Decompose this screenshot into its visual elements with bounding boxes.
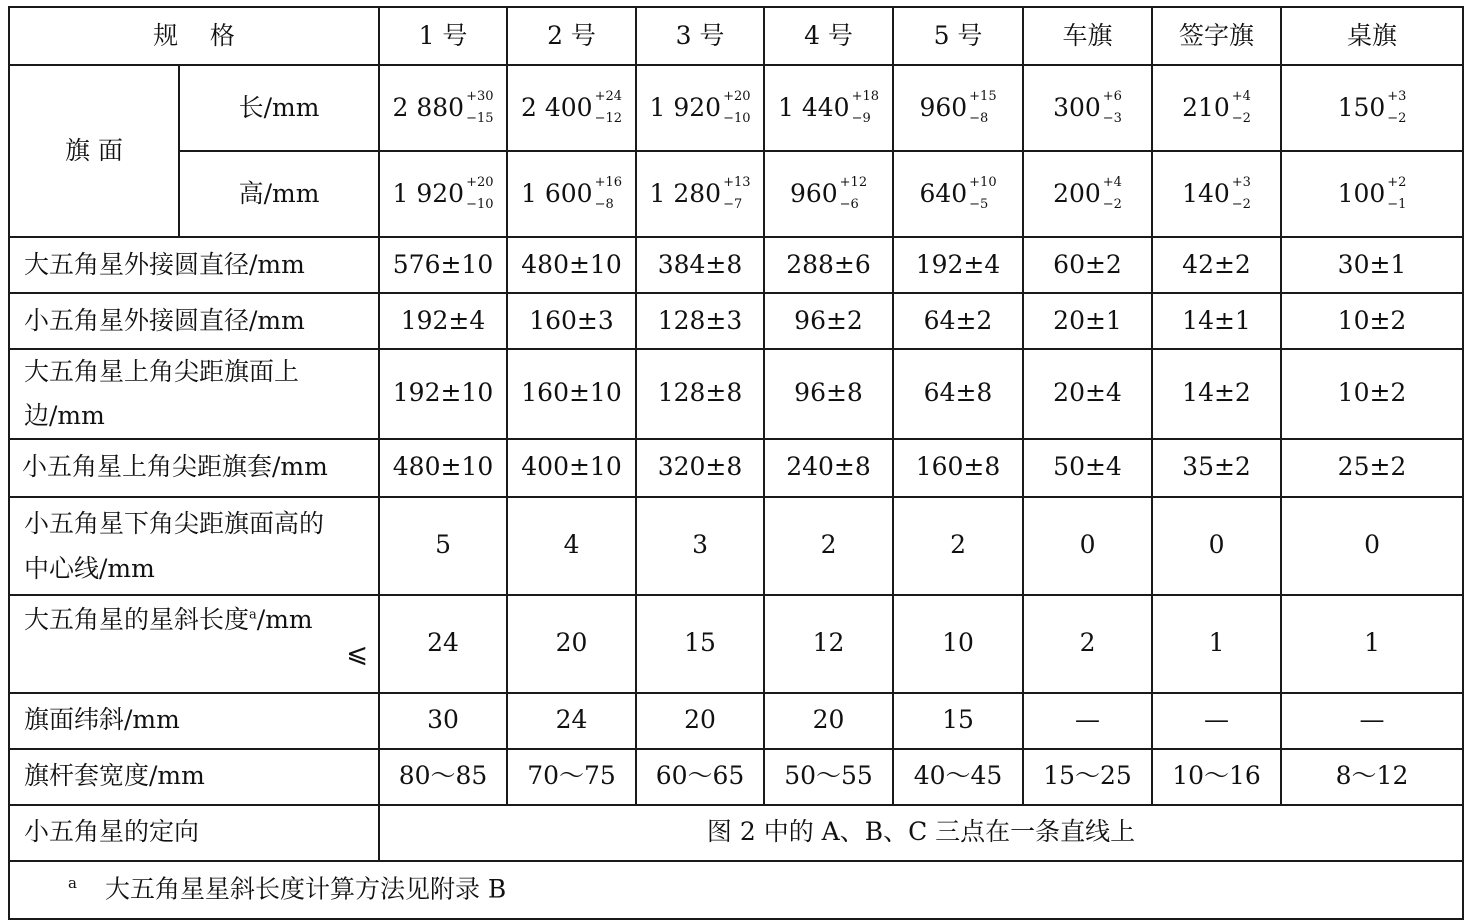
value-cell: 60～65 [636, 749, 764, 805]
tolerance-value [789, 175, 868, 212]
value-cell: 14±1 [1152, 293, 1281, 349]
row-label: 旗面纬斜/mm [9, 693, 379, 749]
tolerance-value [1182, 89, 1251, 126]
nominal-value: 1 920 [392, 178, 465, 208]
tolerance-stack [466, 89, 494, 126]
value-cell: 10～16 [1152, 749, 1281, 805]
tolerance-value [778, 89, 880, 126]
tolerance-stack [1102, 175, 1122, 212]
nominal-value: 960 [789, 178, 838, 208]
value-cell: 24 [507, 693, 636, 749]
upper-tolerance: +20 [723, 89, 751, 105]
value-cell: 160±8 [893, 439, 1023, 497]
header-spec [9, 7, 379, 65]
value-cell: 80～85 [379, 749, 507, 805]
upper-tolerance: +16 [594, 175, 623, 191]
tolerance-value [649, 89, 751, 126]
upper-tolerance: +30 [466, 89, 494, 105]
row-small-star-lower-distance [9, 497, 1463, 595]
row-label-main: 大五角星的星斜长度 [24, 604, 250, 634]
lower-tolerance: −12 [594, 111, 623, 126]
value-cell: 20±4 [1023, 349, 1152, 439]
value-cell: — [1281, 693, 1463, 749]
value-cell: 576±10 [379, 237, 507, 293]
value-cell: 35±2 [1152, 439, 1281, 497]
value-cell: 480±10 [379, 439, 507, 497]
value-cell: 288±6 [764, 237, 893, 293]
tolerance-value [1053, 175, 1122, 212]
tolerance-stack [466, 175, 494, 212]
lower-tolerance: −8 [594, 197, 614, 212]
value-cell: 15 [636, 595, 764, 693]
value-cell: 2 [893, 497, 1023, 595]
value-cell: 96±8 [764, 349, 893, 439]
row-small-star-sleeve-distance [9, 439, 1463, 497]
value-cell: 64±8 [893, 349, 1023, 439]
tolerance-stack [723, 89, 751, 126]
nominal-value: 960 [919, 92, 968, 122]
value-cell: 42±2 [1152, 237, 1281, 293]
row-label: 小五角星上角尖距旗套/mm [9, 439, 379, 497]
less-equal-symbol: ⩽ [346, 639, 369, 670]
height-cell [1023, 151, 1152, 237]
nominal-value: 1 280 [649, 178, 722, 208]
height-label: 高/mm [179, 151, 379, 237]
value-cell: 20±1 [1023, 293, 1152, 349]
upper-tolerance: +4 [1102, 175, 1122, 191]
height-cell [764, 151, 893, 237]
tolerance-stack [1102, 89, 1122, 126]
tolerance-stack [1387, 89, 1407, 126]
value-cell: 4 [507, 497, 636, 595]
row-label: 旗杆套宽度/mm [9, 749, 379, 805]
row-flag-length [9, 65, 1463, 151]
value-cell: 15～25 [1023, 749, 1152, 805]
value-cell: 20 [507, 595, 636, 693]
header-col-4: 4 号 [764, 7, 893, 65]
value-cell: 0 [1152, 497, 1281, 595]
value-cell: 14±2 [1152, 349, 1281, 439]
height-cell [1152, 151, 1281, 237]
length-cell [1023, 65, 1152, 151]
upper-tolerance: +24 [594, 89, 623, 105]
lower-tolerance: −1 [1387, 197, 1407, 212]
row-label [9, 349, 379, 439]
value-cell: 50～55 [764, 749, 893, 805]
value-cell: 70～75 [507, 749, 636, 805]
row-label: 大五角星外接圆直径/mm [9, 237, 379, 293]
row-label: 小五角星的定向 [9, 805, 379, 861]
upper-tolerance: +4 [1231, 89, 1251, 105]
upper-tolerance: +15 [969, 89, 997, 105]
tolerance-value [1337, 175, 1407, 212]
length-cell [1281, 65, 1463, 151]
height-cell [893, 151, 1023, 237]
tolerance-stack [594, 175, 623, 212]
lower-tolerance: −6 [839, 197, 859, 212]
upper-tolerance: +18 [851, 89, 880, 105]
value-cell: 60±2 [1023, 237, 1152, 293]
header-col-5: 5 号 [893, 7, 1023, 65]
value-cell: 384±8 [636, 237, 764, 293]
tolerance-stack [1387, 175, 1407, 212]
footnote-cell [9, 861, 1463, 919]
row-small-star-orientation [9, 805, 1463, 861]
lower-tolerance: −2 [1231, 197, 1251, 212]
value-cell: 12 [764, 595, 893, 693]
footnote-row [9, 861, 1463, 919]
header-col-sign: 签字旗 [1152, 7, 1281, 65]
value-cell: 1 [1152, 595, 1281, 693]
value-cell: 30 [379, 693, 507, 749]
upper-tolerance: +3 [1387, 89, 1407, 105]
height-cell [379, 151, 507, 237]
header-col-3: 3 号 [636, 7, 764, 65]
value-cell: 10±2 [1281, 349, 1463, 439]
value-cell: 400±10 [507, 439, 636, 497]
row-label-line-2: 中心线/mm [24, 553, 155, 583]
value-cell: 320±8 [636, 439, 764, 497]
row-pole-sleeve-width [9, 749, 1463, 805]
upper-tolerance: +3 [1231, 175, 1251, 191]
value-cell: 160±10 [507, 349, 636, 439]
lower-tolerance: −8 [969, 111, 989, 126]
tolerance-stack [1231, 89, 1251, 126]
value-cell: 192±10 [379, 349, 507, 439]
nominal-value: 2 400 [521, 92, 593, 122]
lower-tolerance: −9 [851, 111, 871, 126]
lower-tolerance: −2 [1387, 111, 1407, 126]
lower-tolerance: −5 [969, 197, 989, 212]
footnote-ref: a [249, 607, 257, 623]
value-cell: 15 [893, 693, 1023, 749]
length-cell [507, 65, 636, 151]
lower-tolerance: −2 [1102, 197, 1122, 212]
row-flag-height [9, 151, 1463, 237]
value-cell: 24 [379, 595, 507, 693]
row-big-star-skew [9, 595, 1463, 693]
upper-tolerance: +12 [839, 175, 868, 191]
value-cell: 64±2 [893, 293, 1023, 349]
header-col-1: 1 号 [379, 7, 507, 65]
header-col-car: 车旗 [1023, 7, 1152, 65]
value-cell: 192±4 [893, 237, 1023, 293]
tolerance-stack [851, 89, 880, 126]
tolerance-value [392, 175, 494, 212]
value-cell: 10 [893, 595, 1023, 693]
value-cell: 25±2 [1281, 439, 1463, 497]
length-cell [1152, 65, 1281, 151]
value-cell: 240±8 [764, 439, 893, 497]
tolerance-stack [1231, 175, 1251, 212]
row-big-star-diameter [9, 237, 1463, 293]
value-cell: 96±2 [764, 293, 893, 349]
tolerance-value [919, 175, 997, 212]
value-cell: 10±2 [1281, 293, 1463, 349]
row-label-unit: /mm [256, 604, 313, 634]
value-cell: 1 [1281, 595, 1463, 693]
row-label: 小五角星外接圆直径/mm [9, 293, 379, 349]
tolerance-stack [723, 175, 751, 212]
nominal-value: 1 440 [778, 92, 850, 122]
value-cell: 30±1 [1281, 237, 1463, 293]
upper-tolerance: +13 [723, 175, 751, 191]
tolerance-stack [969, 175, 997, 212]
tolerance-value [649, 175, 751, 212]
value-cell: 5 [379, 497, 507, 595]
nominal-value: 150 [1337, 92, 1386, 122]
spec-table-page [8, 6, 1462, 910]
tolerance-value [521, 175, 623, 212]
value-cell: 20 [764, 693, 893, 749]
value-cell: 50±4 [1023, 439, 1152, 497]
header-col-2: 2 号 [507, 7, 636, 65]
lower-tolerance: −2 [1231, 111, 1251, 126]
nominal-value: 1 600 [521, 178, 593, 208]
upper-tolerance: +10 [969, 175, 997, 191]
lower-tolerance: −10 [723, 111, 751, 126]
row-big-star-top-distance [9, 349, 1463, 439]
tolerance-stack [594, 89, 623, 126]
value-cell: 0 [1023, 497, 1152, 595]
tolerance-value [1053, 89, 1122, 126]
upper-tolerance: +6 [1102, 89, 1122, 105]
flag-spec-table [8, 6, 1464, 920]
lower-tolerance: −10 [466, 197, 494, 212]
upper-tolerance: +20 [466, 175, 494, 191]
header-spec-text: 规 格 [153, 20, 235, 50]
height-cell [507, 151, 636, 237]
value-cell: 480±10 [507, 237, 636, 293]
row-weft-skew [9, 693, 1463, 749]
value-cell: 8～12 [1281, 749, 1463, 805]
value-cell: 2 [1023, 595, 1152, 693]
length-label: 长/mm [179, 65, 379, 151]
header-row [9, 7, 1463, 65]
lower-tolerance: −15 [466, 111, 494, 126]
lower-tolerance: −3 [1102, 111, 1122, 126]
tolerance-value [392, 89, 494, 126]
value-cell: 2 [764, 497, 893, 595]
length-cell [764, 65, 893, 151]
tolerance-value [521, 89, 623, 126]
nominal-value: 2 880 [392, 92, 465, 122]
value-cell: — [1023, 693, 1152, 749]
tolerance-value [1182, 175, 1251, 212]
value-cell: 160±3 [507, 293, 636, 349]
lower-tolerance: −7 [723, 197, 743, 212]
row-small-star-diameter [9, 293, 1463, 349]
tolerance-value [1337, 89, 1407, 126]
nominal-value: 100 [1337, 178, 1386, 208]
value-cell: 128±8 [636, 349, 764, 439]
flag-face-label: 旗 面 [9, 65, 179, 237]
length-cell [636, 65, 764, 151]
value-cell: 0 [1281, 497, 1463, 595]
header-col-desk: 桌旗 [1281, 7, 1463, 65]
nominal-value: 200 [1053, 178, 1101, 208]
row-label-line-2: 边/mm [24, 400, 105, 430]
tolerance-stack [839, 175, 868, 212]
length-cell [893, 65, 1023, 151]
row-label-line-1: 大五角星上角尖距旗面上 [24, 357, 300, 386]
row-label [9, 595, 379, 693]
value-cell: — [1152, 693, 1281, 749]
nominal-value: 640 [919, 178, 968, 208]
row-label-line-1: 小五角星下角尖距旗面高的 [24, 508, 325, 538]
tolerance-value [919, 89, 997, 126]
row-label [9, 497, 379, 595]
nominal-value: 1 920 [649, 92, 722, 122]
nominal-value: 300 [1053, 92, 1101, 122]
orientation-text: 图 2 中的 A、B、C 三点在一条直线上 [379, 805, 1463, 861]
value-cell: 20 [636, 693, 764, 749]
length-cell [379, 65, 507, 151]
value-cell: 40～45 [893, 749, 1023, 805]
nominal-value: 140 [1182, 178, 1230, 208]
nominal-value: 210 [1182, 92, 1230, 122]
height-cell [1281, 151, 1463, 237]
value-cell: 3 [636, 497, 764, 595]
footnote-text: 大五角星星斜长度计算方法见附录 B [104, 874, 507, 904]
tolerance-stack [969, 89, 997, 126]
footnote-mark: a [68, 873, 77, 892]
value-cell: 128±3 [636, 293, 764, 349]
upper-tolerance: +2 [1387, 175, 1407, 191]
value-cell: 192±4 [379, 293, 507, 349]
height-cell [636, 151, 764, 237]
